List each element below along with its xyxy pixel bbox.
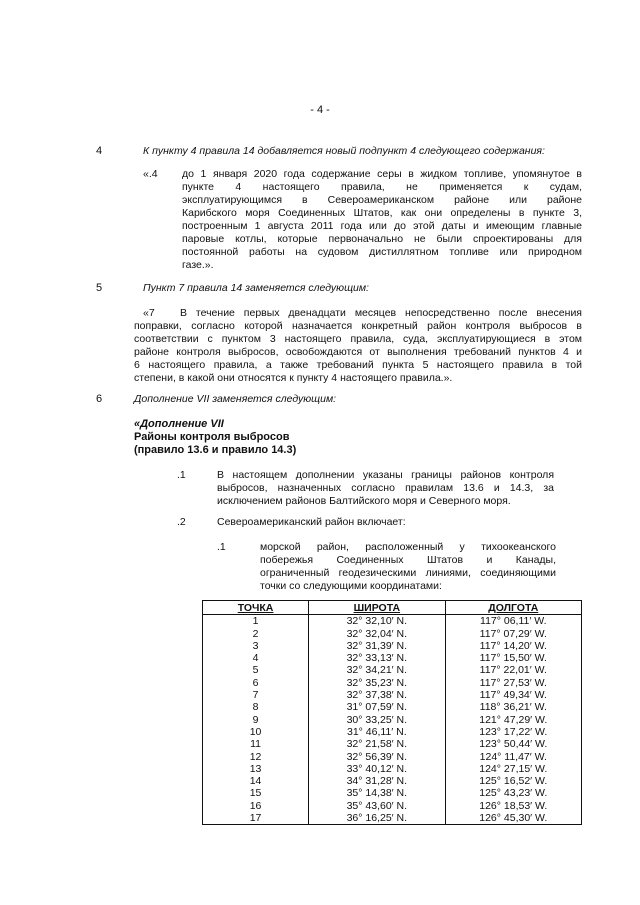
cell-latitude: 32° 35,23′ N. [309, 677, 445, 689]
cell-longitude: 123° 17,22′ W. [445, 726, 581, 738]
cell-longitude: 124° 27,15′ W. [445, 763, 581, 775]
table-row [203, 615, 582, 628]
cell-longitude: 121° 47,29′ W. [445, 714, 581, 726]
cell-longitude: 124° 11,47′ W. [445, 751, 581, 763]
cell-longitude: 117° 22,01′ W. [445, 664, 581, 676]
appendix-title: «Дополнение VII [134, 418, 224, 430]
cell-latitude: 35° 43,60′ N. [309, 800, 445, 812]
appendix-p21-line: морской район, расположенный у тихоокеанского [260, 541, 556, 553]
cell-latitude: 36° 16,25′ N. [309, 812, 445, 825]
cell-point: 17 [203, 812, 309, 825]
cell-point: 4 [203, 652, 309, 664]
cell-point: 10 [203, 726, 309, 738]
section-4-line: пункте 4 настоящего правила, не применяется к судам, [182, 181, 582, 193]
cell-longitude: 118° 36,21′ W. [445, 701, 581, 713]
cell-point: 6 [203, 677, 309, 689]
cell-point: 15 [203, 787, 309, 799]
page-number: - 4 - [310, 104, 330, 116]
cell-point: 3 [203, 640, 309, 652]
cell-point: 7 [203, 689, 309, 701]
section-5-line: поправки, согласно которой назначается конкретный район контроля выбросов в [134, 320, 582, 332]
cell-point: 11 [203, 738, 309, 750]
cell-point: 13 [203, 763, 309, 775]
table-row [203, 714, 582, 726]
appendix-p1-line: В настоящем дополнении указаны границы районов контроля [217, 469, 554, 481]
cell-longitude: 117° 15,50′ W. [445, 652, 581, 664]
cell-latitude: 30° 33,25′ N. [309, 714, 445, 726]
appendix-p21-line: побережья Соединенных Штатов и Канады, [260, 554, 556, 566]
cell-longitude: 117° 07,29′ W. [445, 628, 581, 640]
cell-latitude: 32° 32,10′ N. [309, 615, 445, 628]
section-4-sublabel: «.4 [143, 168, 158, 180]
section-4-paragraph [182, 168, 582, 272]
header-latitude: ШИРОТА [309, 601, 445, 615]
section-4-number: 4 [96, 145, 103, 157]
appendix-p21 [260, 541, 556, 593]
cell-longitude: 117° 06,11′ W. [445, 615, 581, 628]
cell-latitude: 32° 34,21′ N. [309, 664, 445, 676]
section-6-heading: Дополнение VII заменяется следующим: [134, 393, 337, 405]
header-longitude: ДОЛГОТА [445, 601, 581, 615]
cell-latitude: 34° 31,28′ N. [309, 775, 445, 787]
section-6-number: 6 [96, 393, 103, 405]
cell-point: 16 [203, 800, 309, 812]
table-row [203, 751, 582, 763]
cell-longitude: 117° 27,53′ W. [445, 677, 581, 689]
cell-latitude: 35° 14,38′ N. [309, 787, 445, 799]
cell-latitude: 32° 21,58′ N. [309, 738, 445, 750]
cell-longitude: 125° 43,23′ W. [445, 787, 581, 799]
table-row [203, 640, 582, 652]
table-row [203, 812, 582, 825]
section-5-first-line: В течение первых двенадцати месяцев непосредственно после внесения [180, 307, 582, 319]
appendix-p21-line: ограниченный геодезическими линиями, соединяющими [260, 567, 556, 579]
cell-latitude: 32° 32,04′ N. [309, 628, 445, 640]
appendix-p1-line: исключением районов Балтийского моря и Северного моря. [217, 495, 511, 507]
cell-latitude: 31° 46,11′ N. [309, 726, 445, 738]
table-row [203, 738, 582, 750]
cell-longitude: 117° 14,20′ W. [445, 640, 581, 652]
section-5-paragraph [134, 320, 582, 385]
header-point: ТОЧКА [203, 601, 309, 615]
cell-longitude: 126° 45,30′ W. [445, 812, 581, 825]
table-row [203, 652, 582, 664]
section-5-line: районе контроля выбросов, освобождаются от выполнения требований пунктов 4 и [134, 346, 582, 358]
cell-longitude: 126° 18,53′ W. [445, 800, 581, 812]
table-row [203, 689, 582, 701]
cell-point: 5 [203, 664, 309, 676]
cell-latitude: 32° 37,38′ N. [309, 689, 445, 701]
section-4-line: постоянной работы на судовом дистиллятном топливе или природном [182, 246, 582, 258]
appendix-subtitle: Районы контроля выбросов [134, 431, 290, 443]
table-row [203, 763, 582, 775]
appendix-rules: (правило 13.6 и правило 14.3) [134, 444, 297, 456]
section-5-number: 5 [96, 282, 103, 294]
section-4-line: паровые котлы, которые первоначально не были спроектированы для [182, 233, 582, 245]
section-5-sublabel: «7 [143, 307, 155, 319]
section-5-line: степени, в какой они относятся к пункту 4 настоящего правила.». [134, 372, 453, 384]
cell-latitude: 33° 40,12′ N. [309, 763, 445, 775]
section-4-line: эксплуатирующимся в Североамериканском районе или районе [182, 194, 582, 206]
appendix-p1-line: выбросов, назначенных согласно правилам 13.6 и 14.3, за [217, 482, 554, 494]
cell-point: 1 [203, 615, 309, 628]
cell-longitude: 123° 50,44′ W. [445, 738, 581, 750]
table-row [203, 628, 582, 640]
section-4-line: газе.». [182, 259, 214, 271]
table-row [203, 726, 582, 738]
section-4-line: построенным 1 августа 2011 года или до этой даты и имеющим главные [182, 220, 582, 232]
cell-latitude: 32° 56,39′ N. [309, 751, 445, 763]
section-5-line: соответствии с пунктом 3 настоящего правила, суда, эксплуатирующиеся в этом [134, 333, 582, 345]
table-row [203, 787, 582, 799]
table-row [203, 664, 582, 676]
appendix-p2-text: Североамериканский район включает: [217, 516, 406, 528]
section-4-heading: К пункту 4 правила 14 добавляется новый подпункт 4 следующего содержания: [143, 145, 545, 157]
table-row [203, 677, 582, 689]
section-5-heading: Пункт 7 правила 14 заменяется следующим: [143, 282, 369, 294]
section-4-line: до 1 января 2020 года содержание серы в жидком топливе, упомянутое в [182, 168, 582, 180]
cell-point: 8 [203, 701, 309, 713]
cell-longitude: 125° 16,52′ W. [445, 775, 581, 787]
table-row [203, 701, 582, 713]
table-row [203, 800, 582, 812]
cell-latitude: 32° 33,13′ N. [309, 652, 445, 664]
cell-point: 9 [203, 714, 309, 726]
table-header-row [203, 601, 582, 615]
section-5-line: 6 настоящего правила, а также требований пункта 5 настоящего правила в той [134, 359, 582, 371]
coordinates-table [202, 600, 582, 825]
appendix-p2-label: .2 [177, 516, 186, 528]
cell-latitude: 31° 07,59′ N. [309, 701, 445, 713]
cell-point: 2 [203, 628, 309, 640]
appendix-p21-line: точки со следующими координатами: [260, 580, 442, 592]
cell-latitude: 32° 31,39′ N. [309, 640, 445, 652]
appendix-p1-label: .1 [177, 469, 186, 481]
cell-point: 14 [203, 775, 309, 787]
appendix-p1 [217, 469, 554, 508]
table-row [203, 775, 582, 787]
cell-point: 12 [203, 751, 309, 763]
cell-longitude: 117° 49,34′ W. [445, 689, 581, 701]
appendix-p21-label: .1 [217, 541, 226, 553]
section-4-line: Карибского моря Соединенных Штатов, как они определены в пункте 3, [182, 207, 582, 219]
